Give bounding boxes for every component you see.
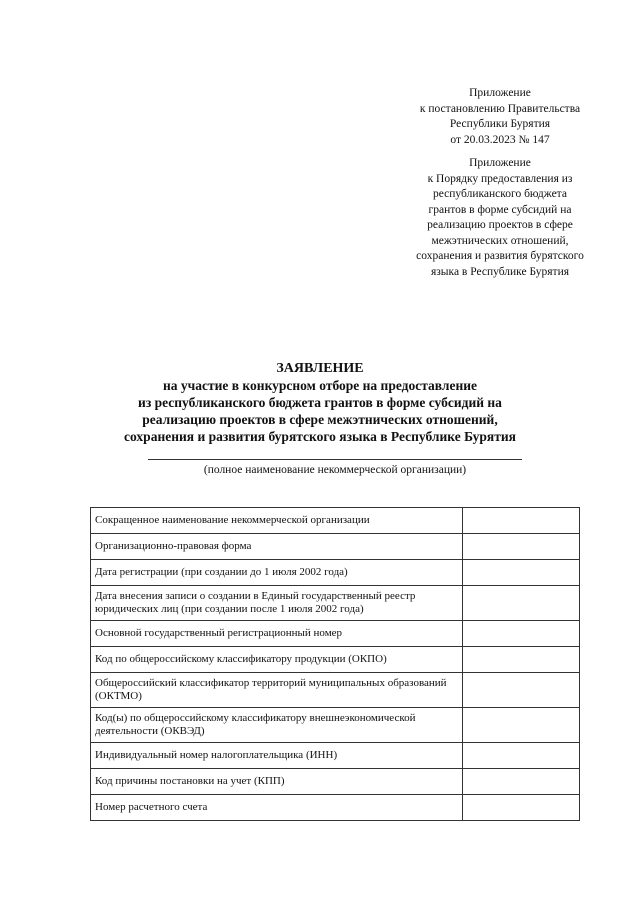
table-row (91, 647, 580, 673)
appendix-line: к постановлению Правительства (419, 102, 581, 115)
appendix-line: языка в Республике Бурятия (430, 265, 570, 278)
table-row (91, 708, 580, 743)
appendix-date-number: от 20.03.2023 № 147 (450, 133, 550, 146)
org-name-caption: (полное наименование некоммерческой организации) (203, 464, 467, 476)
title-subline: реализацию проектов в сфере межэтнических отношений, (142, 412, 498, 427)
row-value-short-name[interactable] (463, 508, 580, 534)
table-row (91, 586, 580, 621)
document-title: ЗАЯВЛЕНИЕ (276, 361, 364, 376)
appendix-grant-order (350, 156, 640, 280)
application-title (0, 360, 640, 445)
row-value-oktmo[interactable] (463, 673, 580, 708)
appendix-line: республиканского бюджета (433, 188, 567, 200)
table-row (91, 534, 580, 560)
org-name-fill-line[interactable] (148, 459, 522, 460)
table-row (91, 508, 580, 534)
row-value-account-number[interactable] (463, 795, 580, 821)
table-row (91, 621, 580, 647)
row-value-inn[interactable] (463, 743, 580, 769)
row-label-kpp: Код причины постановки на учет (КПП) (91, 769, 463, 795)
appendix-line: Приложение (469, 157, 531, 169)
appendix-line: грантов в форме субсидий на (428, 203, 572, 216)
table-row (91, 769, 580, 795)
appendix-line: Республики Бурятия (449, 118, 551, 130)
row-value-okpo[interactable] (463, 647, 580, 673)
row-value-registration-date[interactable] (463, 560, 580, 586)
title-subline: из республиканского бюджета грантов в форме субсидий на (138, 395, 502, 410)
appendix-line: сохранения и развития бурятского (416, 250, 584, 262)
row-label-oktmo: Общероссийский классификатор территорий муниципальных образований (ОКТМО) (91, 673, 463, 708)
row-value-legal-form[interactable] (463, 534, 580, 560)
table-row (91, 795, 580, 821)
appendix-line: реализацию проектов в сфере (427, 219, 573, 231)
row-label-legal-form: Организационно-правовая форма (91, 534, 463, 560)
row-value-ogrn[interactable] (463, 621, 580, 647)
title-subline: на участие в конкурсном отборе на предоставление (162, 378, 477, 393)
row-label-short-name: Сокращенное наименование некоммерческой организации (91, 508, 463, 534)
row-value-okved[interactable] (463, 708, 580, 743)
row-label-ogrn: Основной государственный регистрационный номер (91, 621, 463, 647)
table-row (91, 560, 580, 586)
row-label-egrul-date: Дата внесения записи о создании в Единый государственный реестр юридических лиц (при создании после 1 июля 2002 года) (91, 586, 463, 621)
appendix-line: межэтнических отношений, (431, 234, 569, 247)
row-label-okved: Код(ы) по общероссийскому классификатору внешнеэкономической деятельности (ОКВЭД) (91, 708, 463, 743)
title-subline: сохранения и развития бурятского языка в Республике Бурятия (124, 429, 516, 444)
appendix-government-decree (350, 86, 640, 148)
row-label-okpo: Код по общероссийскому классификатору продукции (ОКПО) (91, 647, 463, 673)
row-label-inn: Индивидуальный номер налогоплательщика (ИНН) (91, 743, 463, 769)
row-label-account-number: Номер расчетного счета (91, 795, 463, 821)
row-value-egrul-date[interactable] (463, 586, 580, 621)
organization-details-table (90, 507, 580, 821)
row-label-registration-date: Дата регистрации (при создании до 1 июля 2002 года) (91, 560, 463, 586)
appendix-line: Приложение (469, 87, 531, 99)
row-value-kpp[interactable] (463, 769, 580, 795)
table-row (91, 743, 580, 769)
table-row (91, 673, 580, 708)
appendix-line: к Порядку предоставления из (427, 172, 573, 185)
